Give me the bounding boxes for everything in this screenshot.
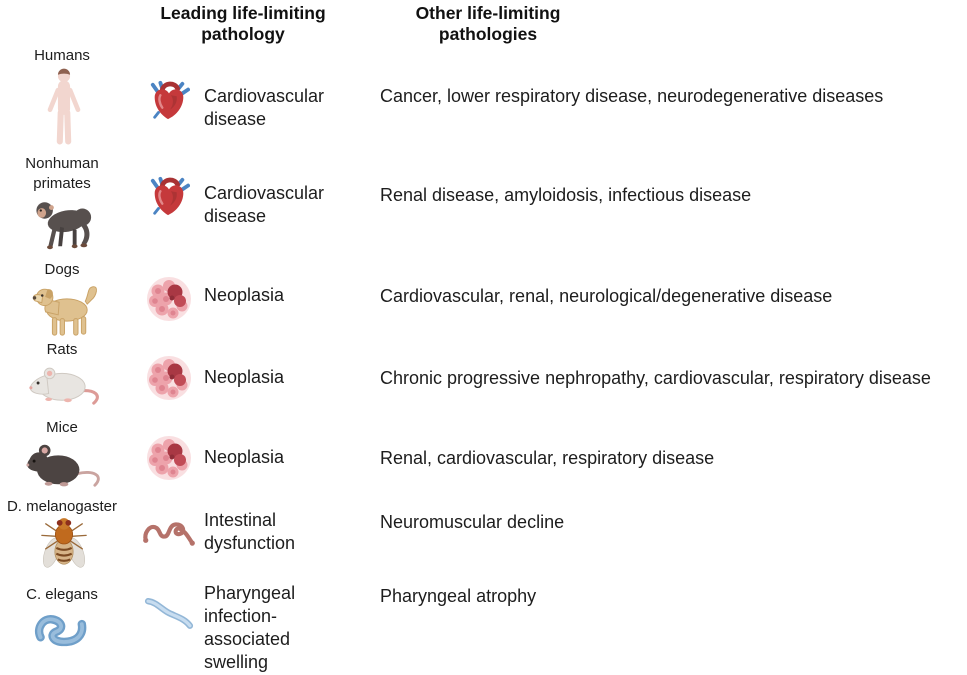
species-label: D. melanogaster [6, 498, 118, 515]
other-pathologies-label: Cardiovascular, renal, neurological/degenerative disease [380, 286, 833, 306]
leading-pathology-label: Pharyngeal infection-associated swelling [204, 583, 296, 672]
species-label: C. elegans [26, 586, 98, 603]
nematode-small-svg [143, 593, 195, 633]
leading-pathology-label: Neoplasia [204, 367, 285, 387]
species-label: Nonhuman primates [25, 155, 99, 192]
leading-pathology-label: Cardiovascular disease [204, 86, 325, 129]
other-pathologies-label: Cancer, lower respiratory disease, neurodegenerative diseases [380, 86, 884, 106]
other-pathologies-label: Pharyngeal atrophy [380, 586, 537, 606]
leading-pathology-label: Neoplasia [204, 447, 285, 467]
nematode-svg [34, 603, 94, 649]
other-pathologies-label: Renal disease, amyloidosis, infectious disease [380, 185, 752, 205]
other-pathologies-label: Renal, cardiovascular, respiratory disease [380, 448, 715, 468]
species-label: Dogs [44, 261, 80, 278]
other-pathologies-label: Chronic progressive nephropathy, cardiovascular, respiratory disease [380, 368, 931, 388]
worm-illustration [10, 603, 118, 649]
species-label: Humans [34, 47, 90, 64]
species-label: Rats [46, 341, 78, 358]
species-label: Mice [46, 419, 78, 436]
leading-pathology-label: Intestinal dysfunction [204, 510, 296, 553]
leading-pathology-label: Neoplasia [204, 285, 285, 305]
column-header-leading-pathology: Leading life-limiting pathology [160, 3, 326, 44]
column-header-other-pathologies: Other life-limiting pathologies [415, 3, 561, 44]
worm-small-icon [140, 593, 198, 633]
other-pathologies-label: Neuromuscular decline [380, 512, 565, 532]
leading-pathology-label: Cardiovascular disease [204, 183, 325, 226]
